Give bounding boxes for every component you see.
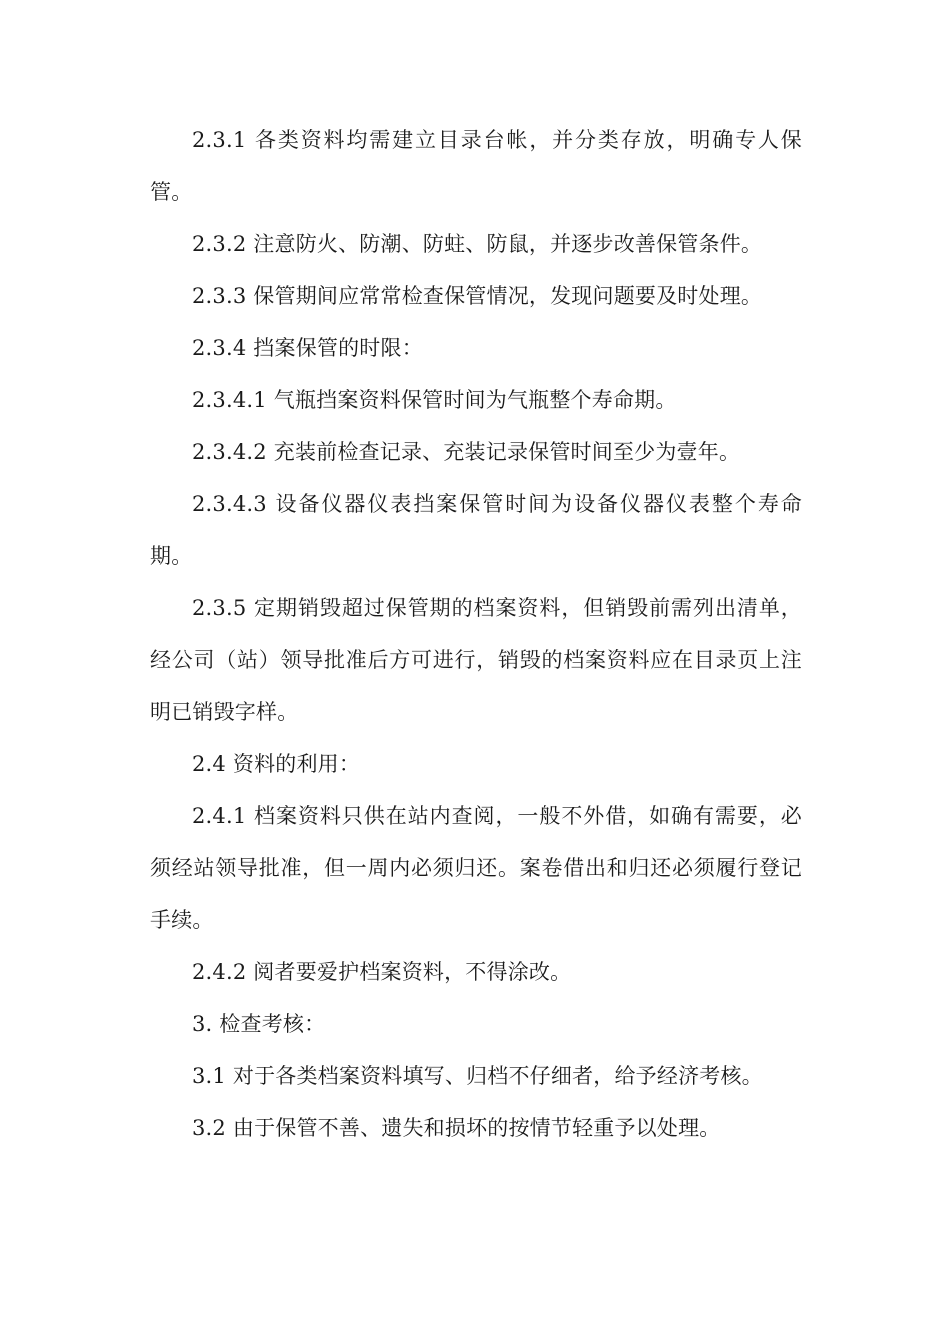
paragraph-2-3-3: 2.3.3 保管期间应常常检查保管情况，发现问题要及时处理。	[192, 284, 763, 308]
document-page	[150, 114, 802, 1154]
paragraph-2-3-4: 2.3.4 挡案保管的时限：	[192, 336, 423, 360]
paragraph-2-3-1: 2.3.1 各类资料均需建立目录台帐，并分类存放，明确专人保管。	[150, 128, 802, 204]
paragraph-2-4-1: 2.4.1 档案资料只供在站内查阅，一般不外借，如确有需要，必须经站领导批准，但一周内必须归还。案卷借出和归还必须履行登记手续。	[150, 804, 802, 932]
paragraph-2-3-5: 2.3.5 定期销毁超过保管期的档案资料，但销毁前需列出清单，经公司（站）领导批准后方可进行，销毁的档案资料应在目录页上注明已销毁字样。	[150, 596, 802, 724]
paragraph-2-3-4-1: 2.3.4.1 气瓶挡案资料保管时间为气瓶整个寿命期。	[192, 388, 677, 412]
paragraph-2-4: 2.4 资料的利用：	[192, 752, 361, 776]
paragraph-2-3-4-2: 2.3.4.2 充装前检查记录、充装记录保管时间至少为壹年。	[192, 440, 741, 464]
paragraph-2-3-2: 2.3.2 注意防火、防潮、防蛀、防鼠，并逐步改善保管条件。	[192, 232, 763, 256]
paragraph-2-4-2: 2.4.2 阅者要爱护档案资料，不得涂改。	[192, 960, 572, 984]
paragraph-2-3-4-3: 2.3.4.3 设备仪器仪表挡案保管时间为设备仪器仪表整个寿命期。	[150, 492, 802, 568]
paragraph-3-2: 3.2 由于保管不善、遗失和损坏的按情节轻重予以处理。	[192, 1116, 721, 1140]
paragraph-3: 3. 检查考核：	[192, 1012, 326, 1036]
paragraph-3-1: 3.1 对于各类档案资料填写、归档不仔细者，给予经济考核。	[192, 1064, 763, 1088]
